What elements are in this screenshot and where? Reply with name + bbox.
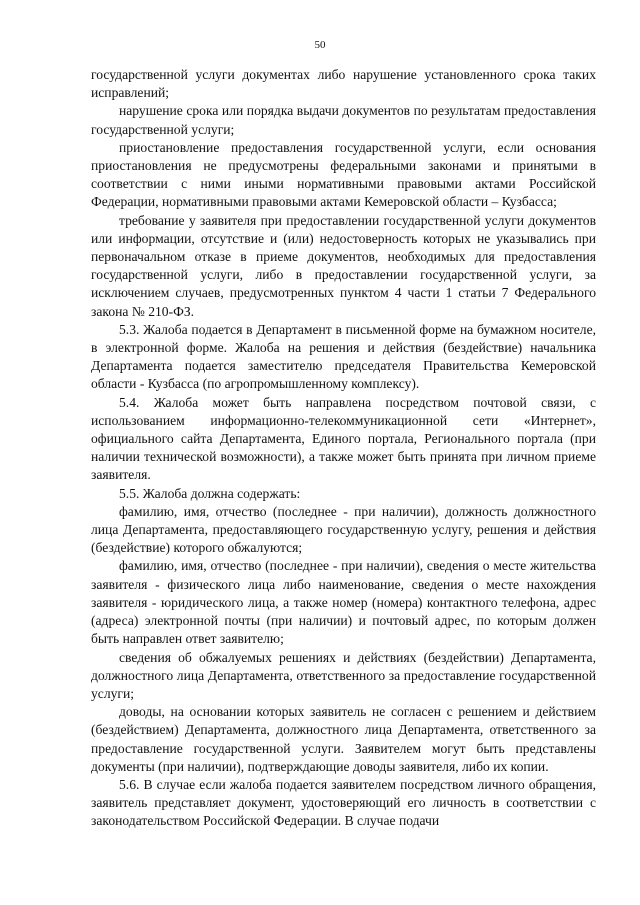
paragraph-issue-deadline: нарушение срока или порядка выдачи документов по результатам предоставления государственной услуги; — [91, 103, 596, 137]
paragraph-document-requirement: требование у заявителя при предоставлении государственной услуги документов или информации, отсутствие и (или) недостоверность которых не указывались при первоначальном отказе в приеме документов, необходимых для предоставления государственной услуги, либо в предоставлении государственной услуги, за исключением случаев, предусмотренных пунктом 4 части 1 статьи 7 Федерального закона № 210-ФЗ. — [91, 212, 596, 319]
paragraph-5-4: 5.4. Жалоба может быть направлена посредством почтовой связи, с использованием информационно-телекоммуникационной сети «Интернет», официального сайта Департамента, Единого портала, Регионального портала (при наличии технической возможности), а также может быть принята при личном приеме заявителя. — [91, 394, 596, 483]
paragraph-5-6: 5.6. В случае если жалоба подается заявителем посредством личного обращения, заявитель представляет документ, удостоверяющий его личность в соответствии с законодательством Российской Федерации. В случае подачи — [91, 776, 596, 829]
document-body — [91, 66, 596, 831]
paragraph-correction-deadline: государственной услуги документах либо нарушение установленного срока таких исправлений; — [91, 67, 596, 101]
paragraph-applicant-details: фамилию, имя, отчество (последнее - при наличии), сведения о месте жительства заявителя - физического лица либо наименование, сведения о месте нахождения заявителя - юридического лица, а также номер (номера) контактного телефона, адрес (адреса) электронной почты (при наличии) и почтовый адрес, по которым должен быть направлен ответ заявителю; — [91, 558, 596, 647]
paragraph-5-3: 5.3. Жалоба подается в Департамент в письменной форме на бумажном носителе, в электронной форме. Жалоба на решения и действия (бездействие) начальника Департамента подается заместителю председателя Правительства Кемеровской области - Кузбасса (по агропромышленному комплексу). — [91, 321, 596, 392]
paragraph-official-name: фамилию, имя, отчество (последнее - при наличии), должность должностного лица Департамента, предоставляющего государственную услугу, решения и действия (бездействие) которого обжалуются; — [91, 503, 596, 556]
paragraph-5-5: 5.5. Жалоба должна содержать: — [119, 485, 301, 501]
paragraph-decisions-info: сведения об обжалуемых решениях и действиях (бездействии) Департамента, должностного лица Департамента, ответственного за предоставление государственной услуги; — [91, 649, 596, 701]
paragraph-suspension: приостановление предоставления государственной услуги, если основания приостановления не предусмотрены федеральными законами и принятыми в соответствии с ними иными нормативными правовыми актами Российской Федерации, нормативными правовыми актами Кемеровской области – Кузбасса; — [91, 139, 596, 210]
page-number: 50 — [314, 39, 326, 51]
paragraph-arguments: доводы, на основании которых заявитель не согласен с решением и действием (бездействием) Департамента, должностного лица Департамента, ответственного за предоставление государственной услуги. Заявителем могут быть представлены документы (при наличии), подтверждающие доводы заявителя, либо их копии. — [91, 704, 596, 774]
